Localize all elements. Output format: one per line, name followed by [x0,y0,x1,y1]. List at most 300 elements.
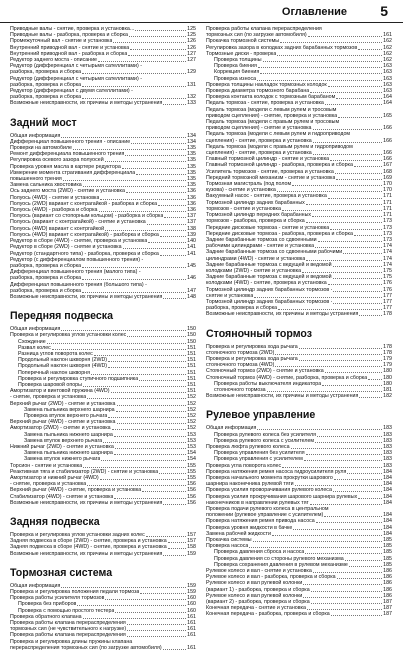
toc-entry-page: 161 [187,620,196,627]
toc-entry-title: Передний тормозной механизм - снятие и установка [206,174,336,181]
toc-entry-page: 163 [383,88,392,95]
toc-entry-page: 185 [383,555,392,562]
toc-entry-page: 160 [187,607,196,614]
toc-entry-title: Проверка угла поворота колес [206,462,282,469]
toc-entry-title: Общая информация [10,132,61,139]
toc-entry-title: разборка, проверка и сборка [10,81,82,88]
dot-leader [117,423,187,424]
dot-leader [313,154,382,155]
dot-leader [122,168,186,169]
toc-entry-title: Рулевое колесо и вал рулевой колонки [206,592,303,599]
toc-entry-title: Реактивная тяга и стабилизатор (2WD) - снятие и установка [10,468,159,475]
toc-entry-title: Проверка натяжения ремня привода насоса [206,518,315,525]
toc-entry-page: 180 [383,368,392,375]
toc-entry-line: Редуктор (дифференциал с четырьмя сателлитами) - [10,75,143,82]
toc-entry-title: Вакуумный насос - снятие, проверка и установка [206,193,327,200]
dot-leader [100,199,186,200]
dot-leader [302,272,382,273]
dot-leader [333,291,382,292]
toc-entry-line: Проверка работы клапана перераспределения [206,26,322,32]
dot-leader [83,386,186,387]
toc-entry-title: Возможные неисправности, их причины и методы устранения [206,393,359,400]
toc-entry-page: 140 [187,238,196,245]
toc-entry-page: 162 [383,57,392,64]
toc-entry-line: Проверка и регулировка длины пружины клапана [10,638,133,645]
dot-leader [127,630,186,631]
dot-leader [163,555,186,556]
dot-leader [336,98,382,99]
dot-leader [127,624,186,625]
toc-entry-title: Проверка начального момента прокрутки шарового [206,475,333,481]
dot-leader [306,204,382,205]
dot-leader [82,98,186,99]
toc-entry-page: 163 [383,81,392,88]
toc-entry-title: Общая информация [206,425,257,432]
dot-leader [168,548,186,549]
dot-leader [105,230,186,231]
dot-leader [160,236,186,237]
toc-entry-page: 136 [187,194,196,201]
toc-entry-page: 183 [383,450,392,457]
toc-entry-title: Возможные неисправности, их причины и методы устранения [10,293,163,300]
toc-entry-page: 170 [383,187,392,194]
dot-leader [139,380,186,381]
dot-leader [312,216,382,217]
toc-entry-page: 186 [383,592,392,599]
dot-leader [292,185,382,186]
toc-entry-page: 135 [187,157,196,164]
toc-entry[interactable] [206,393,392,399]
toc-entry-title: Проверка и регулировка ступичного подшипника [18,375,139,382]
dot-leader [257,80,382,81]
dot-leader [113,42,186,43]
dot-leader [148,242,186,243]
toc-entry-title: Редуктор заднего моста - описание [10,57,97,64]
dot-leader [311,603,383,604]
toc-entry-title: Замена втулок верхнего рычага [24,437,103,444]
toc-entry-line: Дифференциал повышенного трения (большого типа) - [10,281,147,288]
toc-entry-page: 161 [187,632,196,639]
toc-entry-page: 135 [187,182,196,189]
toc-entry-title: Тормозной цилиндр задних барабанных тормозов - [206,298,333,305]
toc-entry-page: 171 [383,205,392,212]
dot-leader [114,454,186,455]
dot-leader [282,210,382,211]
toc-entry-page: 171 [383,193,392,200]
toc-entry-title: колодками (4WD) - снятие, проверка и установка [206,280,327,287]
toc-entry-title: Проверка и регулировка углов установки колес [10,332,127,339]
toc-entry-title: Полуось (вариант с контрагайкой) - снятие и установка [10,219,146,226]
toc-entry-title: Проверка износа [214,75,257,82]
toc-entry-page: 169 [383,174,392,181]
toc-entry-title: Проверка рулевого колеса с усилителем [214,437,315,444]
toc-entry-page: 135 [187,151,196,158]
toc-entry-page: 156 [187,493,196,500]
dot-leader [146,536,186,537]
dot-leader [337,578,383,579]
toc-entry[interactable] [10,294,196,300]
dot-leader [82,279,186,280]
toc-entry-title: Полуось (4WD) - разборка и сборка [10,207,98,214]
toc-entry-title: Схождение [18,338,46,345]
dot-leader [83,618,187,619]
toc-entry-page: 177 [383,292,392,299]
toc-entry-title: Рулевое колесо и вал - снятие и установка [206,568,312,575]
dot-leader [135,30,186,31]
toc-entry-page: 163 [383,69,392,76]
toc-entry-page: 185 [383,561,392,568]
dot-leader [83,467,186,468]
toc-entry-page: 153 [187,431,196,438]
toc-entry-page: 136 [187,200,196,207]
toc-entry-page: 184 [383,487,392,494]
dot-leader [115,448,186,449]
dot-leader [275,366,382,367]
toc-entry-title: - снятие, проверка и установка [10,481,87,488]
toc-entry-title: Замена рабочей жидкости [206,530,271,537]
dot-leader [115,612,186,613]
toc-entry-title: Проверка втулок верхнего рычага [24,412,108,419]
toc-entry-title: стояночного тормоза [214,386,266,393]
dot-leader [163,504,186,505]
dot-leader [324,516,382,517]
dot-leader [322,385,382,386]
toc-entry-page: 185 [383,543,392,550]
toc-entry-title: Измерение момента страгивания дифференциала [10,169,136,176]
dot-leader [310,504,383,505]
toc-entry-title: Полуось (2WD) вариант с контрагайкой - разборка и сборка [10,200,158,207]
toc-entry-title: Проверка рулевого колеса без усилителя [214,431,316,438]
toc-entry-page: 126 [187,44,196,51]
toc-entry-title: Проверка работы клапана перераспределения [10,620,126,627]
toc-entry-page: 184 [383,481,392,488]
dot-leader [105,161,187,162]
toc-entry-title: Замена пыльника нижнего шарнира [24,450,113,457]
dot-leader [277,55,382,56]
dot-leader [142,491,186,492]
toc-entry-title: Регулировка осевого зазора полуосей [10,157,104,164]
toc-entry-title: шарнира наконечника рулевой тяги [206,481,294,488]
toc-entry-page: 173 [383,218,392,225]
toc-entry-title: тормозов - разборка, проверка и сборка [206,218,305,225]
toc-entry-title: (вариант 1) - разборка, проверка и сборка [206,586,310,593]
toc-entry-title: разборка, проверка и сборка [10,69,82,76]
toc-entry[interactable] [10,645,196,651]
dot-leader [52,349,186,350]
toc-entry-page: 141 [187,250,196,257]
dot-leader [349,566,382,567]
dot-leader [111,392,187,393]
toc-entry-page: 174 [383,255,392,262]
toc-entry-title: Замена втулок нижнего рычага [24,456,101,463]
dot-leader [47,343,186,344]
toc-entry-title: Рулевое колесо и вал - разборка, проверка и сборка [206,574,336,581]
toc-entry-title: Продольный наклон шкворня (2WD) [18,357,108,364]
dot-leader [168,542,186,543]
toc-entry-title: Регулировка зазора в колодках задних барабанных тормозов [206,44,358,51]
dot-leader [335,173,382,174]
toc-entry-title: Проверка люфта рулевого колеса [206,443,290,450]
dot-leader [354,235,382,236]
toc-entry-page: 165 [383,112,392,119]
toc-entry-page: 127 [187,50,196,57]
dot-leader [130,49,186,50]
dot-leader [306,260,382,261]
toc-entry[interactable] [206,611,392,617]
toc-entry-title: Проверка с помощью простого тестера [18,607,115,614]
toc-entry-title: Прокачка системы [206,537,252,544]
toc-entry-page: 152 [187,425,196,432]
dot-leader [99,211,187,212]
toc-entry-line: Редуктор (с дифференциалом повышенного трения) - [10,256,144,263]
toc-entry-page: 178 [383,311,392,318]
dot-leader [82,292,186,293]
toc-entry-title: разборка, проверка и сборка [10,94,82,101]
dot-leader [313,129,383,130]
toc-entry-title: Проверка натяжения ремня насоса гидроусилителя руля [206,468,347,475]
toc-entry-title: Проверка без приборов [18,601,77,608]
dot-leader [61,137,186,138]
section-heading: Рулевое управление [206,409,316,422]
toc-entry[interactable] [10,500,196,506]
toc-entry-page: 186 [383,586,392,593]
dot-leader [359,315,382,316]
toc-entry-title: кузова) - снятие и установка [206,187,276,194]
dot-leader [293,529,382,530]
toc-entry-title: Главный тормозной цилиндр - снятие и установка [206,156,330,163]
dot-leader [277,191,382,192]
toc-entry-title: Задние барабанные тормоза со сдвоенными рабочими [206,249,343,256]
toc-entry-title: тормозных сил (по загрузке автомобиля) [206,32,307,39]
toc-entry-page: 135 [187,169,196,176]
dot-leader [313,142,382,143]
toc-entry-page: 174 [383,249,392,256]
toc-entry-title: Проверка насоса [206,543,249,550]
toc-entry-title: (вариант 2) - разборка, проверка и сборка [206,599,310,606]
toc-entry-page: 174 [383,261,392,268]
toc-entry-title: Полуось (4WD) - снятие и установка [10,194,100,201]
dot-leader [160,255,186,256]
toc-entry-page: 156 [187,487,196,494]
toc-entry-title: Передние дисковые тормоза - разборка, проверка и сборка [206,230,353,237]
dot-leader [131,143,186,144]
toc-entry-page: 152 [187,400,196,407]
toc-entry-title: Разница углов поворота колес [18,350,93,357]
toc-entry-page: 136 [187,207,196,214]
dot-leader [333,303,382,304]
toc-entry-page: 159 [187,589,196,596]
dot-leader [338,117,382,118]
toc-entry-title: Проверка толщины накладок тормозных колодок [206,81,327,88]
dot-leader [347,473,382,474]
toc-entry-title: Проверка и регулировка хода рычага [206,343,298,350]
dot-leader [368,379,382,380]
toc-entry-page: 166 [383,150,392,157]
toc-entry-page: 155 [187,468,196,475]
toc-entry-title: Торсион - снятие и установка [10,462,83,469]
toc-entry-title: Приводные валы - разборка, проверка и сборка [10,32,128,39]
dot-leader [311,591,383,592]
dot-leader [94,355,186,356]
toc-entry-title: Проверка уровня жидкости в бачке [206,524,293,531]
dot-leader [63,180,186,181]
toc-entry-page: 167 [383,162,392,169]
toc-entry-page: 164 [383,100,392,107]
dot-leader [127,336,186,337]
toc-entry-page: 125 [187,26,196,32]
dot-leader [328,86,382,87]
toc-entry-page: 186 [383,580,392,587]
dot-leader [82,86,186,87]
dot-leader [136,174,186,175]
dot-leader [128,55,186,56]
toc-entry-page: 127 [187,57,196,64]
toc-entry-page: 151 [187,388,196,395]
dot-leader [328,284,382,285]
dot-leader [82,267,186,268]
toc-entry-page: 135 [187,145,196,152]
dot-leader [305,553,382,554]
toc-entry-page: 162 [383,38,392,45]
toc-entry-page: 133 [187,100,196,107]
toc-entry-title: тормозов - снятие и установка [206,205,281,212]
toc-entry-page: 183 [383,456,392,463]
toc-entry-title: Рулевое колесо и вал рулевой колонки [206,580,303,587]
dot-leader [87,485,186,486]
dot-leader [108,367,186,368]
dot-leader [108,361,186,362]
toc-entry-page: 155 [187,475,196,481]
toc-entry-title: Поперечный наклон шкворня [18,369,90,376]
toc-entry-page: 186 [383,568,392,575]
toc-entry-line: Педаль тормоза (модели с правым рулем и гидроприводом [206,143,353,150]
toc-entry-page: 141 [187,244,196,251]
toc-entry-title: Приводные валы - снятие, проверка и установка... [10,26,135,32]
toc-entry-title: разборка, проверка и сборка [10,275,82,282]
dot-leader [258,67,382,68]
toc-entry-page: 166 [383,156,392,163]
dot-leader [114,436,186,437]
dot-leader [354,166,382,167]
dot-leader [263,61,383,62]
toc-entry-page: 152 [187,412,196,419]
section-heading: Стояночный тормоз [206,327,313,340]
toc-entry-page: 150 [187,332,196,339]
toc-entry-page: 160 [187,601,196,608]
toc-entry-page: 159 [187,582,196,589]
dot-leader [307,609,382,610]
toc-entry-title: Проверка давления сброса и насоса [214,549,305,556]
dot-leader [127,636,186,637]
toc-entry-title: Конечная передача - снятие и установка [206,605,306,612]
dot-leader [295,485,383,486]
dot-leader [333,266,383,267]
toc-entry-page: 168 [383,168,392,175]
toc-entry-title: Коррекция биения [214,69,260,76]
toc-entry-title: наконечников в направлении рулевых тяг [206,499,309,506]
toc-entry-page: 187 [383,605,392,612]
toc-entry-page: 158 [187,544,196,551]
page-header [0,0,403,23]
dot-leader [73,149,186,150]
toc-entry-title: Проверка работы клапана перераспределения [10,632,126,639]
toc-entry-page: 152 [187,419,196,426]
toc-entry[interactable] [10,551,196,557]
toc-entry-page: 163 [383,75,392,82]
toc-entry-title: положении (рулевое управление с усилителем) [206,512,324,519]
toc-entry-title: Задние барабанные тормоза с ведущей и ведомой [206,261,332,268]
dot-leader [158,205,186,206]
dot-leader [140,593,186,594]
toc-entry-page: 157 [187,538,196,545]
toc-entry-page: 178 [383,349,392,356]
toc-entry-title: Замена пыльника нижнего шарнира [24,431,113,438]
toc-entry-page: 151 [187,344,196,351]
toc-entry-page: 178 [383,343,392,350]
toc-entry-page: 185 [383,537,392,544]
dot-leader [163,298,186,299]
toc-entry-title: Замена сальника хвостовика [10,182,82,189]
toc-entry-title: Проверка работы усилителя тормозов [10,595,105,602]
toc-entry-line: Педаль тормоза (модели с правым рулем и тросовым [206,119,340,126]
toc-entry[interactable] [10,100,196,106]
toc-entry-page: 183 [383,462,392,469]
dot-leader [304,460,382,461]
dot-leader [98,61,186,62]
dot-leader [306,454,383,455]
toc-entry[interactable] [206,311,392,317]
dot-leader [343,253,382,254]
toc-entry-title: Задняя подвеска в сборе (4WD) - снятие, проверка и установка [10,544,167,551]
dot-leader [112,429,187,430]
dot-leader [358,498,382,499]
toc-entry-title: Задняя подвеска в сборе (2WD) - снятие, проверка и установка [10,538,167,545]
toc-entry-page: 155 [187,462,196,469]
toc-entry-title: Проверка контакта колодок с тормозным барабаном [206,94,336,101]
toc-entry-title: сцепления) - снятие, проверка и установка [206,137,312,144]
toc-entry-title: Усилитель тормозов - снятие, проверка и установка [206,168,334,175]
toc-entry-title: Проверка усилия проворачивания рулевого колеса [206,487,332,494]
toc-entry-page: 161 [187,626,196,633]
toc-entry-page: 131 [187,81,196,88]
section-heading: Задний мост [10,116,77,129]
dot-leader [123,248,187,249]
toc-entry-page: 151 [187,375,196,382]
toc-entry-title: разборка, проверка и сборка [10,262,82,269]
toc-entry-title: стояночного тормоза (2WD) [206,349,275,356]
toc-entry-page: 171 [383,199,392,206]
toc-entry-page: 163 [383,63,392,70]
dot-leader [280,42,382,43]
toc-entry-page: 151 [187,363,196,370]
toc-entry-page: 174 [383,243,392,250]
toc-entry-page: 177 [383,298,392,305]
toc-entry-title: Проверка биения [214,63,257,70]
toc-entry-title: Проверка шаровой опоры [18,381,82,388]
toc-entry-title: Полуось (4WD) вариант с контргайкой [10,225,105,232]
dot-leader [254,297,382,298]
toc-entry-page: 154 [187,456,196,463]
dot-leader [275,354,382,355]
toc-entry-title: Прокачка тормозной системы [206,38,280,45]
toc-entry-title: Конечная передача - разборка, проверка и сборка [206,611,330,618]
dot-leader [325,104,382,105]
toc-entry-title: Проверка толщины [214,57,262,64]
toc-entry-title: Амортизатор (2WD) - снятие и установка [10,425,111,432]
toc-entry-page: 166 [383,125,392,132]
dot-leader [164,217,186,218]
page-title: Оглавление [281,6,347,18]
